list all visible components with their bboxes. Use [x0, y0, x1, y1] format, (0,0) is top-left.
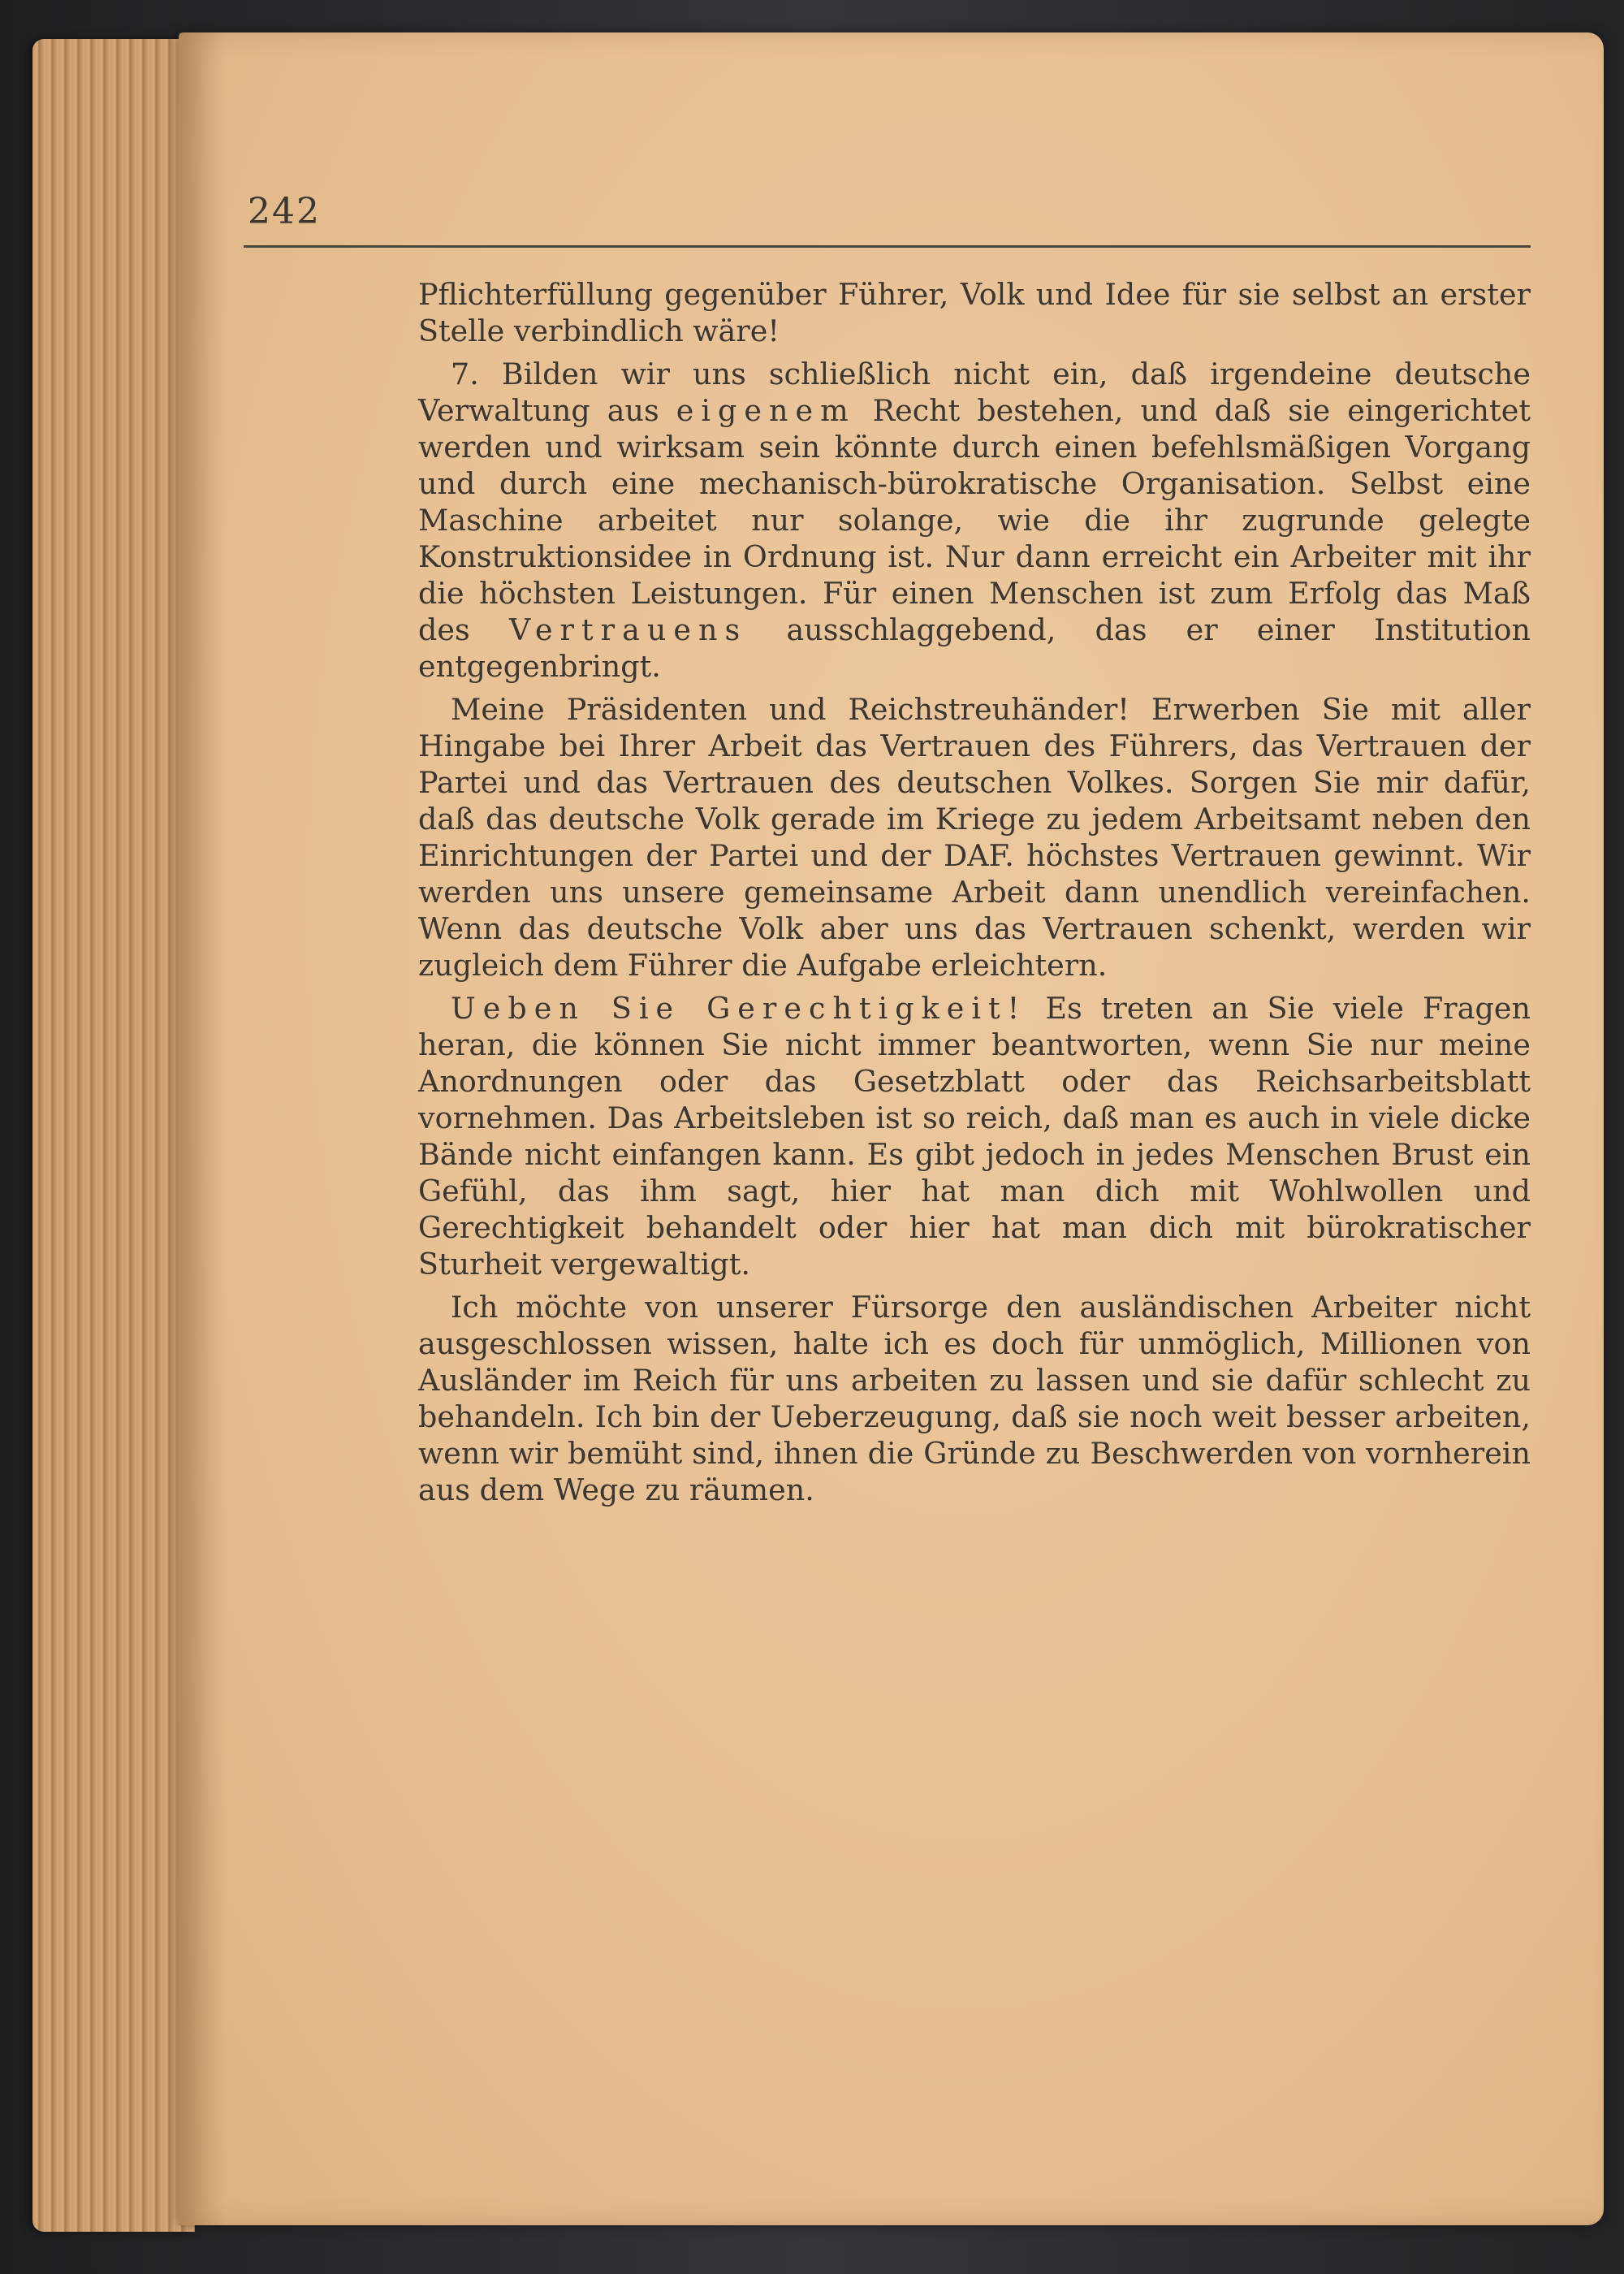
paragraph-text: Meine Präsidenten und Reichstreuhänder! Erwerben Sie mit aller Hingabe bei Ihrer Arbeit das Vertrauen des Führers, das Vertrauen der Partei und das Vertrauen des deutschen Volkes. Sorgen Sie mir dafür, daß das deutsche Volk gerade im Kriege zu jedem Arbeitsamt neben den Einrichtungen der Partei und der DAF. höchstes Vertrauen gewinnt. Wir werden uns unsere gemeinsame Arbeit dann unendlich vereinfachen. Wenn das deutsche Volk aber uns das Vertrauen schenkt, werden wir zugleich dem Führer die Aufgabe erleichtern.: [418, 692, 1531, 983]
emphasized-text: Vertrauens: [508, 612, 748, 647]
paragraph-text: ausschlaggebend, das er einer Institution entgegenbringt.: [418, 612, 1531, 684]
emphasized-text: eigenem: [676, 393, 856, 428]
body-text: [418, 276, 1531, 1508]
paragraph: [418, 356, 1531, 685]
paragraph: [418, 990, 1531, 1282]
paragraph-text: Recht bestehen, und daß sie eingerichtet werden und wirksam sein könnte durch einen befehlsmäßigen Vorgang und durch eine mechanisch-bürokratische Organisation. Selbst eine Maschine arbeitet nur solange, wie die ihr zugrunde gelegte Konstruktionsidee in Ordnung ist. Nur dann erreicht ein Arbeiter mit ihr die höchsten Leistungen. Für einen Menschen ist zum Erfolg das Maß des: [418, 393, 1531, 647]
header-rule: [244, 245, 1531, 248]
book-page-edges: [32, 39, 195, 2232]
emphasized-text: Ueben Sie Gerechtigkeit!: [451, 991, 1027, 1026]
paragraph-text: Ich möchte von unserer Fürsorge den ausländischen Arbeiter nicht ausgeschlossen wissen, halte ich es doch für unmöglich, Millionen von Ausländer im Reich für uns arbeiten zu lassen und sie dafür schlecht zu behandeln. Ich bin der Ueberzeugung, daß sie noch weit besser arbeiten, wenn wir bemüht sind, ihnen die Gründe zu Beschwerden von vornherein aus dem Wege zu räumen.: [418, 1290, 1531, 1507]
page-number: 242: [248, 191, 321, 232]
paragraph: [418, 1289, 1531, 1508]
paragraph: [418, 276, 1531, 349]
paragraph-text: 7. Bilden wir uns schließlich nicht ein, daß irgendeine deutsche Verwaltung aus: [418, 357, 1531, 428]
paragraph: [418, 691, 1531, 984]
paragraph-text: Pflichterfüllung gegenüber Führer, Volk und Idee für sie selbst an erster Stelle verbindlich wäre!: [418, 277, 1531, 348]
spine-shadow: [179, 32, 227, 2225]
paragraph-text: Es treten an Sie viele Fragen heran, die können Sie nicht immer beantworten, wenn Sie nur meine Anordnungen oder das Gesetzblatt oder das Reichsarbeitsblatt vornehmen. Das Arbeitsleben ist so reich, daß man es auch in viele dicke Bände nicht einfangen kann. Es gibt jedoch in jedes Menschen Brust ein Gefühl, das ihm sagt, hier hat man dich mit Wohlwollen und Gerechtigkeit behandelt oder hier hat man dich mit bürokratischer Sturheit vergewaltigt.: [418, 991, 1531, 1282]
